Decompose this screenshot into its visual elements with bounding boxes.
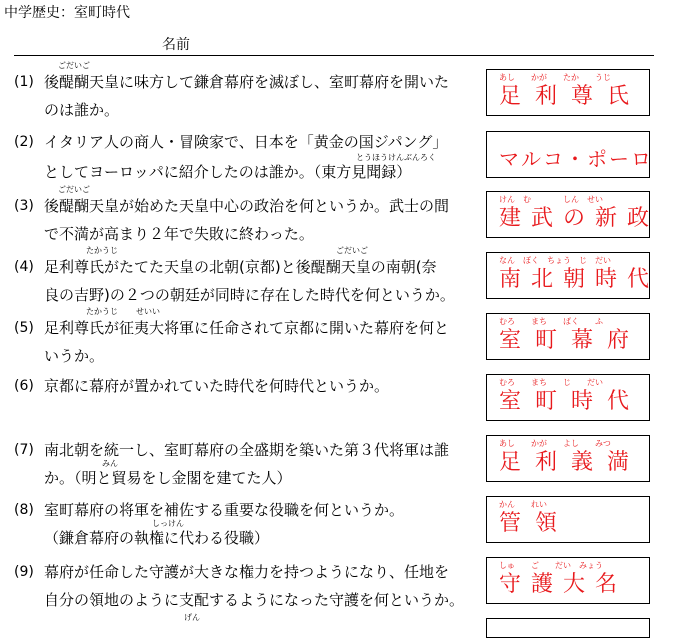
question-line: （鎌倉幕府の執権に代わる役職） xyxy=(44,529,270,547)
ruby: ごだいご xyxy=(58,61,90,70)
answer-text: 守護大名 xyxy=(499,572,628,597)
answer-ruby: なん ぼく ちょう じ だい xyxy=(499,256,611,265)
answer-ruby: けん む しん せい xyxy=(499,195,603,204)
question-line: イタリア人の商人・冒険家で、日本を「黄金の国ジパング」 xyxy=(44,133,448,151)
answer-box-5 xyxy=(486,313,650,360)
question-line: 自分の領地のように支配するようになった守護を何というか。 xyxy=(44,591,465,609)
answer-text: 南北朝時代 xyxy=(499,267,660,292)
answer-box-6 xyxy=(486,374,650,421)
answer-ruby: むろ まち ばく ふ xyxy=(499,317,603,326)
question-number: (9) xyxy=(14,564,34,580)
question-number: (7) xyxy=(14,442,34,458)
ruby: たかうじ xyxy=(86,246,118,255)
question-line: 良の吉野)の２つの朝廷が同時に存在した時代を何というか。 xyxy=(44,286,455,304)
question-line: か。（明と貿易をし金閣を建てた人） xyxy=(44,469,292,487)
ruby: たかうじ xyxy=(86,307,118,316)
answer-text: 室町幕府 xyxy=(499,328,644,353)
answer-text: 管領 xyxy=(499,511,572,536)
ruby: しっけん xyxy=(152,519,184,528)
answer-text: 足利義満 xyxy=(499,450,644,475)
answer-box-4 xyxy=(486,252,660,299)
ruby: みん xyxy=(102,459,118,468)
question-number: (1) xyxy=(14,74,34,90)
question-number: (2) xyxy=(14,134,34,150)
answer-box-3 xyxy=(486,191,660,238)
question-line: 南北朝を統一し、室町幕府の全盛期を築いた第３代将軍は誰 xyxy=(44,441,450,459)
question-line: いうか。 xyxy=(44,347,105,365)
answer-box-9 xyxy=(486,557,650,604)
ruby: げん xyxy=(184,613,200,622)
ruby: せいい xyxy=(136,307,160,316)
answer-box-8 xyxy=(486,496,650,543)
question-line: としてヨーロッパに紹介したのは誰か。（東方見聞録） xyxy=(44,163,412,181)
answer-text: マルコ・ポーロ xyxy=(499,147,653,171)
worksheet-title: 中学歴史：室町時代 xyxy=(4,5,130,21)
answer-box-2 xyxy=(486,131,653,178)
question-line: 後醍醐天皇に味方して鎌倉幕府を滅ぼし、室町幕府を開いた xyxy=(44,73,450,91)
question-number: (5) xyxy=(14,320,34,336)
header-divider xyxy=(14,55,654,56)
answer-ruby: むろ まち じ だい xyxy=(499,378,603,387)
question-line: 足利尊氏がたてた天皇の北朝(京都)と後醍醐天皇の南朝(奈 xyxy=(44,258,437,276)
question-number: (3) xyxy=(14,198,34,214)
ruby: ごだいご xyxy=(336,246,368,255)
answer-ruby: あし かが たか うじ xyxy=(499,73,611,82)
answer-ruby: かん れい xyxy=(499,500,547,509)
name-label: 名前 xyxy=(162,37,190,53)
question-line: 幕府が任命した守護が大きな権力を持つようになり、任地を xyxy=(44,563,450,581)
ruby: とうほうけんぶんろく xyxy=(356,153,436,162)
ruby: ごだいご xyxy=(58,185,90,194)
question-line: 足利尊氏が征夷大将軍に任命されて京都に開いた幕府を何と xyxy=(44,319,450,337)
answer-box-10 xyxy=(486,618,650,638)
answer-text: 建武の新政 xyxy=(499,206,660,231)
question-line: で不満が高まり２年で失敗に終わった。 xyxy=(44,225,314,243)
question-number: (6) xyxy=(14,378,34,394)
question-line: 室町幕府の将軍を補佐する重要な役職を何というか。 xyxy=(44,501,405,519)
question-line: 後醍醐天皇が始めた天皇中心の政治を何というか。武士の間 xyxy=(44,197,450,215)
question-line: のは誰か。 xyxy=(44,101,120,119)
answer-box-7 xyxy=(486,435,650,482)
answer-ruby: あし かが よし みつ xyxy=(499,439,611,448)
question-number: (4) xyxy=(14,259,34,275)
answer-ruby: しゅ ご だい みょう xyxy=(499,561,603,570)
answer-text: 足利尊氏 xyxy=(499,84,644,109)
answer-text: 室町時代 xyxy=(499,389,644,414)
question-line: 京都に幕府が置かれていた時代を何時代というか。 xyxy=(44,377,390,395)
question-number: (8) xyxy=(14,502,34,518)
answer-box-1 xyxy=(486,69,650,116)
